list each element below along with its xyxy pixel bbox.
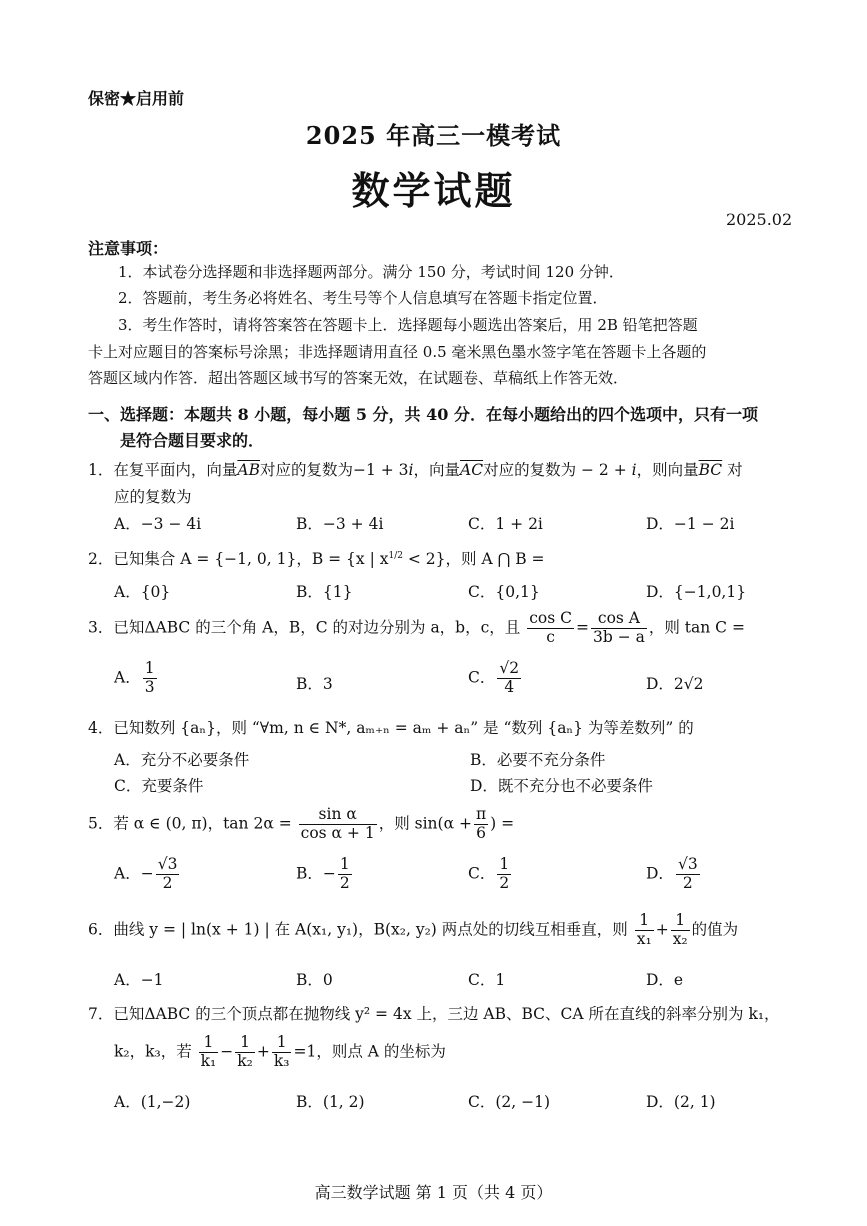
- question-7-stem: 7．已知ΔABC 的三个顶点都在抛物线 y² = 4x 上，三边 AB、BC、CA 所在直线的斜率分别为 k₁，: [88, 1005, 780, 1023]
- fraction: $\frac{\text{sin α}}{\text{cos α + 1}}$: [300, 805, 375, 842]
- q6-option-a: A．−1: [114, 971, 164, 989]
- q7-option-d: D．(2, 1): [646, 1093, 716, 1111]
- question-1-stem-cont: 应的复数为: [114, 488, 192, 506]
- vector-ac: $\overline{AC}$: [460, 461, 484, 479]
- question-7-stem-cont: k₂，k₃，若 $\frac{1}{\text{k₁}}$ − $\frac{1}{\text{k₂}}$ + $\frac{1}{\text{k₃}}$ =1，则点 A 的坐标为: [114, 1033, 446, 1070]
- fraction: $\frac{1}{\text{k₁}}$: [200, 1033, 217, 1070]
- q6-option-b: B．0: [296, 971, 333, 989]
- exam-title: 2025 年高三一模考试: [305, 121, 562, 150]
- q4-option-d: D．既不充分也不必要条件: [470, 777, 653, 795]
- section-heading-cont: 是符合题目要求的．: [120, 431, 265, 450]
- q2-option-d: D．{−1,0,1}: [646, 583, 747, 601]
- q4-option-a: A．充分不必要条件: [114, 751, 250, 769]
- note-item: 卡上对应题目的答案标号涂黑；非选择题请用直径 0.5 毫米黑色墨水签字笔在答题卡上各题的: [88, 343, 707, 361]
- q7-option-b: B．(1, 2): [296, 1093, 365, 1111]
- subject-title: 数学试题: [351, 168, 516, 213]
- q6-option-c: C．1: [468, 971, 506, 989]
- note-item: 答题区域内作答．超出答题区域书写的答案无效，在试题卷、草稿纸上作答无效．: [88, 369, 629, 387]
- vector-bc: $\overline{BC}$: [698, 461, 723, 479]
- q1-option-a: A．−3 − 4i: [114, 515, 202, 533]
- q2-option-c: C．{0,1}: [468, 583, 540, 601]
- q7-option-a: A．(1,−2): [114, 1093, 191, 1111]
- q1-option-b: B．−3 + 4i: [296, 515, 384, 533]
- q1-option-d: D．−1 − 2i: [646, 515, 735, 533]
- question-3-stem: 3．已知ΔABC 的三个角 A，B，C 的对边分别为 a，b，c，且 $\frac{\text{cos C}}{c}$ = $\frac{\text{cos A}}{3b - a}$ ，则 tan C =: [88, 609, 745, 646]
- fraction: $\frac{\text{cos A}}{3b - a}$: [593, 609, 645, 646]
- vector-ab: $\overline{AB}$: [237, 461, 260, 479]
- q7-option-c: C．(2, −1): [468, 1093, 551, 1111]
- q5-option-a: A．− $\frac{√3}{2}$: [114, 855, 178, 892]
- question-5-stem: 5．若 α ∈ (0, π)，tan 2α = $\frac{\text{sin α}}{\text{cos α + 1}}$ ，则 sin(α + $\frac{\pi}{6}$ ) =: [88, 805, 515, 842]
- note-item: 2．答题前，考生务必将姓名、考生号等个人信息填写在答题卡指定位置．: [118, 289, 608, 307]
- page-footer: 高三数学试题 第 1 页（共 4 页）: [314, 1183, 553, 1202]
- exam-date: 2025.02: [726, 210, 793, 229]
- q3-option-c: C． $\frac{√2}{4}$: [468, 659, 520, 696]
- fraction: $\frac{1}{\text{k₃}}$: [273, 1033, 290, 1070]
- confidential-label: 保密★启用前: [88, 89, 185, 108]
- q2-option-b: B．{1}: [296, 583, 353, 601]
- fraction: $\frac{1}{\text{k₂}}$: [237, 1033, 253, 1070]
- question-6-stem: 6．曲线 y = | ln(x + 1) | 在 A(x₁, y₁)，B(x₂, y₂) 两点处的切线互相垂直，则 $\frac{1}{\text{x₁}}$ + $\frac{1}{\text{x₂}}$ 的值为: [88, 911, 739, 948]
- question-1-stem: 1．在复平面内，向量$\overline{AB}$对应的复数为−1 + 3i，向量$\overline{AC}$对应的复数为 − 2 + i，则向量$\overline{BC}$ 对: [88, 461, 743, 479]
- question-4-stem: 4．已知数列 {aₙ}，则 “∀m, n ∈ N*, aₘ₊ₙ = aₘ + aₙ” 是 “数列 {aₙ} 为等差数列” 的: [88, 719, 694, 737]
- q3-option-d: D．2√2: [646, 675, 704, 693]
- note-item: 3．考生作答时，请将答案答在答题卡上．选择题每小题选出答案后，用 2B 铅笔把答题: [118, 316, 698, 334]
- q5-option-d: D． $\frac{√3}{2}$: [646, 855, 698, 892]
- note-item: 1．本试卷分选择题和非选择题两部分。满分 150 分，考试时间 120 分钟．: [118, 263, 624, 281]
- q1-option-c: C．1 + 2i: [468, 515, 543, 533]
- fraction: $\frac{\text{cos C}}{c}$: [529, 609, 572, 646]
- fraction: $\frac{1}{\text{x₁}}$: [636, 911, 652, 948]
- section-heading: 一、选择题：本题共 8 小题，每小题 5 分，共 40 分．在每小题给出的四个选项中，只有一项: [88, 405, 758, 424]
- q6-option-d: D．e: [646, 971, 684, 989]
- fraction: $\frac{1}{\text{x₂}}$: [672, 911, 688, 948]
- q4-option-c: C．充要条件: [114, 777, 204, 795]
- q3-option-b: B．3: [296, 675, 333, 693]
- q5-option-c: C． $\frac{1}{2}$: [468, 855, 510, 892]
- q4-option-b: B．必要不充分条件: [470, 751, 606, 769]
- q2-option-a: A．{0}: [114, 583, 171, 601]
- notes-heading: 注意事项：: [88, 239, 169, 258]
- q3-option-a: A． $\frac{1}{3}$: [114, 659, 155, 696]
- question-2-stem: 2．已知集合 A = {−1, 0, 1}，B = {x | $x^{1/2} < 2$}，则 A ⋂ B =: [88, 550, 545, 568]
- fraction: $\frac{\pi}{6}$: [475, 805, 487, 842]
- q5-option-b: B．− $\frac{1}{2}$: [296, 855, 350, 892]
